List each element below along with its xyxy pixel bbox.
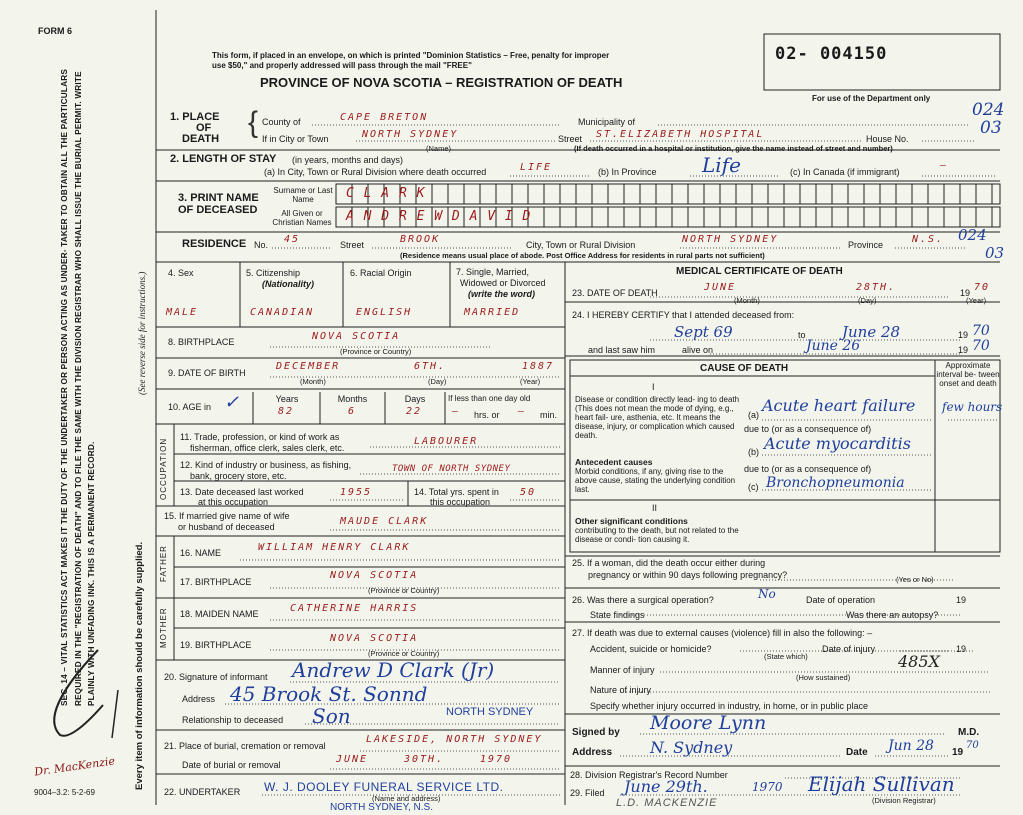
filed-year: 1970 [752, 780, 783, 794]
reverse-note: (See reverse side for instructions.) [137, 271, 147, 395]
industry-value: TOWN OF NORTH SYDNEY [392, 464, 511, 474]
burial-place: LAKESIDE, NORTH SYDNEY [366, 734, 543, 745]
min-label: min. [540, 410, 558, 420]
county-value: CAPE BRETON [340, 112, 429, 123]
state-which-sub: (State which) [764, 652, 808, 661]
dob-month: DECEMBER [276, 361, 341, 372]
residence-street-label: Street [340, 240, 365, 250]
residence-street: BROOK [400, 234, 441, 245]
form-id: FORM 6 [38, 26, 73, 36]
mother-birthplace-sub: (Province or Country) [368, 649, 440, 658]
age-years-label: Years [275, 394, 299, 404]
residence-city: NORTH SYDNEY [682, 234, 779, 245]
age-months: 6 [348, 406, 357, 417]
residence-code-top: 024 [958, 226, 987, 244]
envelope-notice-1: This form, if placed in an envelope, on which is printed "Dominion Statistics – Free, penalty for improper [212, 51, 610, 60]
citizenship-value: CANADIAN [250, 307, 315, 318]
cause-a-value: Acute heart failure [762, 396, 916, 415]
cause-b-value: Acute myocarditis [764, 434, 911, 453]
total-years-value: 50 [520, 487, 537, 498]
total-years-label-2: this occupation [430, 497, 491, 507]
interval-header: Approximate interval be- tween onset and death [936, 361, 1000, 388]
stay-a-label: (a) In City, Town or Rural Division where death occurred [264, 167, 487, 177]
stay-b-label: (b) In Province [598, 167, 657, 177]
attend-to-label: to [798, 330, 806, 340]
dob-day-sub: (Day) [428, 377, 447, 386]
attend-to: June 28 [842, 323, 901, 341]
registrar-stamp: L.D. MACKENZIE [616, 797, 718, 809]
residence-province-label: Province [848, 240, 884, 250]
mother-birthplace-label: 19. BIRTHPLACE [180, 640, 252, 650]
burial-date-label: Date of burial or removal [182, 760, 281, 770]
spouse-value: MAUDE CLARK [340, 516, 429, 527]
undertaker-name: W. J. DOOLEY FUNERAL SERVICE LTD. [264, 780, 504, 794]
father-name: WILLIAM HENRY CLARK [258, 542, 411, 553]
direct-cause-label: Disease or condition directly lead- ing to death (This does not mean the mode of dying, e.g., heart fail- ure, asthenia, etc. It means the disease, injury, or complication which caused death. [575, 395, 740, 440]
informant-signature: Andrew D Clark (Jr) [292, 658, 495, 682]
stay-a-value: LIFE [520, 162, 553, 173]
relationship-value: Son [312, 704, 351, 728]
house-code: 03 [980, 118, 1002, 138]
informant-sig-label: 20. Signature of informant [164, 672, 268, 682]
part-1: I [652, 382, 655, 392]
burial-place-label: 21. Place of burial, cremation or removal [164, 741, 326, 751]
other-conditions-label: Other significant conditions [575, 516, 688, 526]
city-name-note: (Name) [426, 144, 452, 153]
place-of-label: OF [196, 122, 212, 134]
birthplace-label: 8. BIRTHPLACE [168, 337, 235, 347]
dod-day-sub: (Day) [858, 296, 877, 305]
dob-label: 9. DATE OF BIRTH [168, 368, 246, 378]
city-value: NORTH SYDNEY [362, 129, 459, 140]
stay-c-label: (c) In Canada (if immigrant) [790, 167, 900, 177]
racial-label: 6. Racial Origin [350, 268, 412, 278]
attend-year-prefix: 19 [958, 330, 969, 340]
supply-note: Every item of information should be carefully supplied. [134, 541, 145, 790]
marital-label-1: 7. Single, Married, [456, 267, 530, 277]
residence-city-label: City, Town or Rural Division [526, 240, 636, 250]
surname-label: Surname or Last Name [273, 186, 333, 204]
spouse-label-1: 15. If married give name of wife [164, 511, 290, 521]
mother-maiden: CATHERINE HARRIS [290, 603, 419, 614]
q26-value: No [758, 587, 776, 601]
marital-value: MARRIED [464, 307, 521, 318]
spouse-label-2: or husband of deceased [178, 522, 275, 532]
informant-town: NORTH SYDNEY [446, 706, 534, 718]
house-label: House No. [866, 134, 909, 144]
alive-label: alive on [682, 345, 714, 355]
street-value: ST.ELIZABETH HOSPITAL [596, 129, 765, 140]
relationship-label: Relationship to deceased [182, 715, 284, 725]
q28-label: 28. Division Registrar's Record Number [570, 770, 728, 780]
part-2: II [652, 503, 658, 513]
father-name-label: 16. NAME [180, 548, 222, 558]
signed-by-label: Signed by [572, 727, 620, 738]
age-label: 10. AGE in [168, 402, 212, 412]
q27-label: 27. If death was due to external causes (violence) fill in also the following: – [572, 628, 873, 638]
last-seen: June 26 [806, 338, 861, 354]
informant-address-label: Address [182, 694, 216, 704]
name-label-1: 3. PRINT NAME [178, 192, 259, 204]
q29-label: 29. Filed [570, 788, 605, 798]
dept-use-note: For use of the Department only [812, 94, 931, 103]
residence-province: N.S. [912, 234, 945, 245]
dod-day: 28TH. [856, 282, 897, 293]
citizenship-sub: (Nationality) [262, 279, 315, 289]
hrs-label: hrs. or [474, 410, 500, 420]
last-year-prefix: 19 [958, 345, 969, 355]
hospital-note: (If death occurred in a hospital or institution, give the name instead of street and number) [574, 144, 893, 153]
registrar-signature: Elijah Sullivan [808, 772, 955, 796]
place-brace: { [248, 106, 259, 139]
informant-address: 45 Brook St. Sonnd [230, 682, 428, 706]
mother-birthplace: NOVA SCOTIA [330, 633, 419, 644]
injury-date-19: 19 [956, 644, 967, 654]
mother-side: MOTHER [159, 607, 168, 648]
municipality-code: 024 [972, 100, 1005, 120]
age-minutes: — [518, 406, 527, 417]
age-months-label: Months [337, 394, 368, 404]
nature-label: Nature of injury [590, 685, 652, 695]
place-death-label: DEATH [182, 133, 220, 145]
residence-no: 45 [284, 234, 301, 245]
surname-value: C L A R K [346, 186, 426, 201]
citizenship-label: 5. Citizenship [246, 268, 301, 278]
burial-date-year: 1970 [480, 754, 513, 765]
stay-c-value: — [940, 160, 949, 171]
accident-label: Accident, suicide or homicide? [590, 644, 712, 654]
residence-code-bottom: 03 [985, 244, 1005, 262]
cause-title: CAUSE OF DEATH [700, 363, 789, 374]
q26-label: 26. Was there a surgical operation? [572, 595, 714, 605]
undertaker-address: NORTH SYDNEY, N.S. [330, 802, 433, 813]
last-worked-value: 1955 [340, 487, 373, 498]
age-hours: — [452, 406, 461, 417]
stay-units: (in years, months and days) [292, 155, 404, 165]
interval-a-value: few hours [942, 400, 1003, 414]
physician-signature: Moore Lynn [650, 712, 767, 734]
medical-title: MEDICAL CERTIFICATE OF DEATH [676, 266, 843, 277]
racial-value: ENGLISH [356, 307, 413, 318]
due-to-1: due to (or as a consequence of) [744, 424, 872, 434]
cause-c-value: Bronchopneumonia [766, 475, 905, 491]
dob-year-sub: (Year) [520, 377, 541, 386]
place-label: 1. PLACE [170, 111, 220, 123]
industry-label-1: 12. Kind of industry or business, as fishing, [180, 460, 352, 470]
manner-label: Manner of injury [590, 665, 655, 675]
cause-a-label: (a) [748, 410, 759, 420]
antecedent-desc: Morbid conditions, if any, giving rise to the above cause, stating the underlying condition last. [575, 467, 736, 494]
md-label: M.D. [958, 727, 980, 738]
dod-label: 23. DATE OF DEATH [572, 288, 658, 298]
street-label: Street [558, 134, 583, 144]
given-value: A N D R E W D A V I D [346, 209, 532, 224]
physician-date-label: Date [846, 747, 868, 758]
print-code: 9004–3.2: 5-2-69 [34, 788, 95, 797]
injury-date-label: Date of injury [822, 644, 876, 654]
cause-b-label: (b) [748, 447, 759, 457]
dod-month: JUNE [704, 282, 737, 293]
trade-value: LABOURER [414, 436, 479, 447]
physician-date-19: 19 [952, 747, 964, 758]
other-conditions-desc: contributing to the death, but not related to the disease or condi- tion causing it. [575, 526, 739, 544]
given-label: All Given or Christian Names [272, 209, 332, 227]
dod-year: 70 [974, 282, 991, 293]
margin-signature: Dr. MacKenzie [33, 754, 116, 779]
dob-day: 6TH. [414, 361, 447, 372]
residence-note: (Residence means usual place of abode. Post Office Address for residents in rural parts not sufficient) [400, 251, 765, 260]
envelope-notice-2: use $50," and properly addressed will pass through the mail "FREE" [212, 61, 472, 70]
physician-address: N. Sydney [650, 738, 733, 757]
statute-text: SEC. 14 – VITAL STATISTICS ACT MAKES IT THE DUTY OF THE UNDERTAKER OR PERSON ACTING AS UNDER- TAKER TO OBTAIN ALL THE PARTICULARS REQUIRED IN THE "REGISTRATION OF DEATH" AND TO FILE THE SAME WITH THE DIVISION REGISTRAR WHO SHALL ISSUE THE BURIAL PERMIT. WRITE PLAINLY WITH UNFADING INK. THIS IS A PERMANENT RECORD. [60, 69, 96, 706]
due-to-2: due to (or as a consequence of) [744, 464, 872, 474]
filed-date: June 29th. [624, 777, 708, 796]
trade-label-2: fisherman, office clerk, sales clerk, etc. [190, 443, 345, 453]
how-sustained-sub: (How sustained) [796, 673, 851, 682]
findings-label: State findings [590, 610, 645, 620]
marital-label-2: Widowed or Divorced [460, 278, 546, 288]
burial-date-month: JUNE [336, 754, 369, 765]
dob-month-sub: (Month) [300, 377, 326, 386]
attend-label: 24. I HEREBY CERTIFY that I attended deceased from: [572, 310, 795, 320]
last-year: 70 [972, 338, 990, 354]
industry-question: Specify whether injury occurred in industry, in home, or in public place [590, 701, 868, 711]
municipality-label: Municipality of [578, 117, 636, 127]
sex-label: 4. Sex [168, 268, 194, 278]
dob-year: 1887 [522, 361, 555, 372]
father-side: FATHER [159, 545, 168, 582]
age-days: 22 [406, 406, 423, 417]
father-birthplace: NOVA SCOTIA [330, 570, 419, 581]
father-birthplace-sub: (Province or Country) [368, 586, 440, 595]
birthplace-sub: (Province or Country) [340, 347, 412, 356]
less-than-day-label: If less than one day old [448, 394, 531, 403]
stay-label: 2. LENGTH OF STAY [170, 153, 277, 165]
op-date-label: Date of operation [806, 595, 876, 605]
stay-b-value: Life [702, 153, 741, 177]
q25-label-1: 25. If a woman, did the death occur either during [572, 558, 766, 568]
sex-value: MALE [166, 307, 199, 318]
burial-date-day: 30TH. [404, 754, 445, 765]
last-worked-label-1: 13. Date deceased last worked [180, 487, 304, 497]
residence-no-label: No. [254, 240, 269, 250]
antecedent-label: Antecedent causes [575, 457, 653, 467]
age-days-label: Days [404, 394, 426, 404]
manner-value: 485X [898, 652, 940, 671]
physician-date: Jun 28 [888, 738, 934, 754]
autopsy-label: Was there an autopsy? [846, 610, 939, 620]
registrar-sub: (Division Registrar) [872, 796, 936, 805]
physician-date-year: 70 [966, 740, 979, 751]
q25-label-2: pregnancy or within 90 days following pregnancy? [588, 570, 788, 580]
city-label: If in City or Town [262, 134, 329, 144]
undertaker-sub: (Name and address) [372, 794, 441, 803]
residence-label: RESIDENCE [182, 238, 247, 250]
attend-from: Sept 69 [674, 323, 733, 341]
form-title: PROVINCE OF NOVA SCOTIA – REGISTRATION OF DEATH [260, 75, 623, 90]
last-worked-label-2: at this occupation [198, 497, 269, 507]
age-years: 82 [278, 406, 295, 417]
attend-year: 70 [972, 323, 990, 339]
physician-address-label: Address [572, 747, 613, 758]
last-seen-label: and last saw him [588, 345, 656, 355]
dod-month-sub: (Month) [734, 296, 760, 305]
dod-year-prefix: 19 [960, 288, 971, 298]
industry-label-2: bank, grocery store, etc. [190, 471, 287, 481]
age-check-mark: ✓ [224, 392, 240, 413]
yes-no-sub: (Yes or No) [896, 575, 934, 584]
total-years-label-1: 14. Total yrs. spent in [414, 487, 499, 497]
birthplace-value: NOVA SCOTIA [312, 331, 401, 342]
marital-sub: (write the word) [468, 289, 535, 299]
undertaker-label: 22. UNDERTAKER [164, 787, 241, 797]
dod-year-sub: (Year) [966, 296, 987, 305]
name-label-2: OF DECEASED [178, 204, 258, 216]
father-birthplace-label: 17. BIRTHPLACE [180, 577, 252, 587]
cause-c-label: (c) [748, 482, 759, 492]
county-label: County of [262, 117, 301, 127]
registration-number: 02- 004150 [775, 44, 888, 64]
trade-label-1: 11. Trade, profession, or kind of work as [180, 432, 340, 442]
op-date-19: 19 [956, 595, 967, 605]
mother-maiden-label: 18. MAIDEN NAME [180, 609, 259, 619]
occupation-side: OCCUPATION [159, 437, 168, 500]
